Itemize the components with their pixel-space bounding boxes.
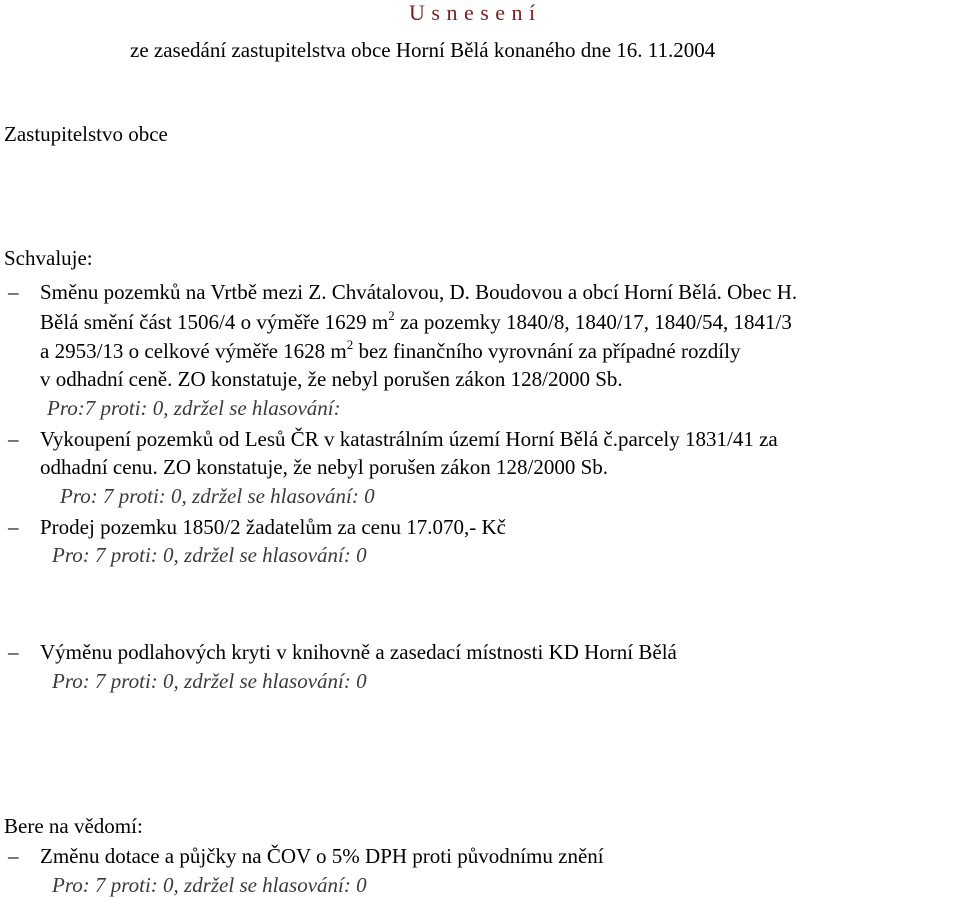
item1-line1: Směnu pozemků na Vrtbě mezi Z. Chvátalovou, D. Boudovou a obcí Horní Bělá. Obec H.: [40, 280, 798, 304]
item2-vote: Pro: 7 proti: 0, zdržel se hlasování: 0: [60, 484, 375, 508]
bullet-dash: –: [8, 280, 19, 304]
bullet-dash: –: [8, 844, 19, 868]
superscript-2: 2: [346, 337, 354, 352]
item1-line2: Bělá smění část 1506/4 o výměře 1629 $m^2$ za pozemky 1840/8, 1840/17, 1840/54, 1841/3: [40, 308, 792, 334]
item1-line3: a 2953/13 o celkové výměře 1628 $m^2$ bez finančního vyrovnání za případné rozdíly: [40, 337, 741, 363]
document-subtitle: ze zasedání zastupitelstva obce Horní Bělá konaného dne 16. 11.2004: [130, 38, 716, 62]
council-label: Zastupitelstvo obce: [4, 122, 168, 146]
item1-line4: v odhadní ceně. ZO konstatuje, že nebyl porušen zákon 128/2000 Sb.: [40, 367, 623, 391]
item2-line2: odhadní cenu. ZO konstatuje, že nebyl porušen zákon 128/2000 Sb.: [40, 455, 609, 479]
item3-vote: Pro: 7 proti: 0, zdržel se hlasování: 0: [52, 543, 367, 567]
notes-item1-vote: Pro: 7 proti: 0, zdržel se hlasování: 0: [52, 873, 367, 897]
document-title: U s n e s e n í: [409, 0, 536, 25]
approves-heading: Schvaluje:: [4, 246, 93, 270]
item3-line1: Prodej pozemku 1850/2 žadatelům za cenu 17.070,- Kč: [40, 515, 506, 539]
item2-line1: Vykoupení pozemků od Lesů ČR v katastrálním území Horní Bělá č.parcely 1831/41 za: [40, 427, 778, 451]
item4-vote: Pro: 7 proti: 0, zdržel se hlasování: 0: [52, 669, 367, 693]
bullet-dash: –: [8, 427, 19, 451]
bullet-dash: –: [8, 640, 19, 664]
notes-heading: Bere na vědomí:: [4, 814, 143, 838]
item4-line1: Výměnu podlahových kryti v knihovně a zasedací místnosti KD Horní Bělá: [40, 640, 677, 664]
bullet-dash: –: [8, 515, 19, 539]
notes-item1-line1: Změnu dotace a půjčky na ČOV o 5% DPH proti původnímu znění: [40, 844, 604, 868]
item1-vote: Pro:7 proti: 0, zdržel se hlasování:: [47, 396, 341, 420]
superscript-2: 2: [388, 308, 395, 323]
